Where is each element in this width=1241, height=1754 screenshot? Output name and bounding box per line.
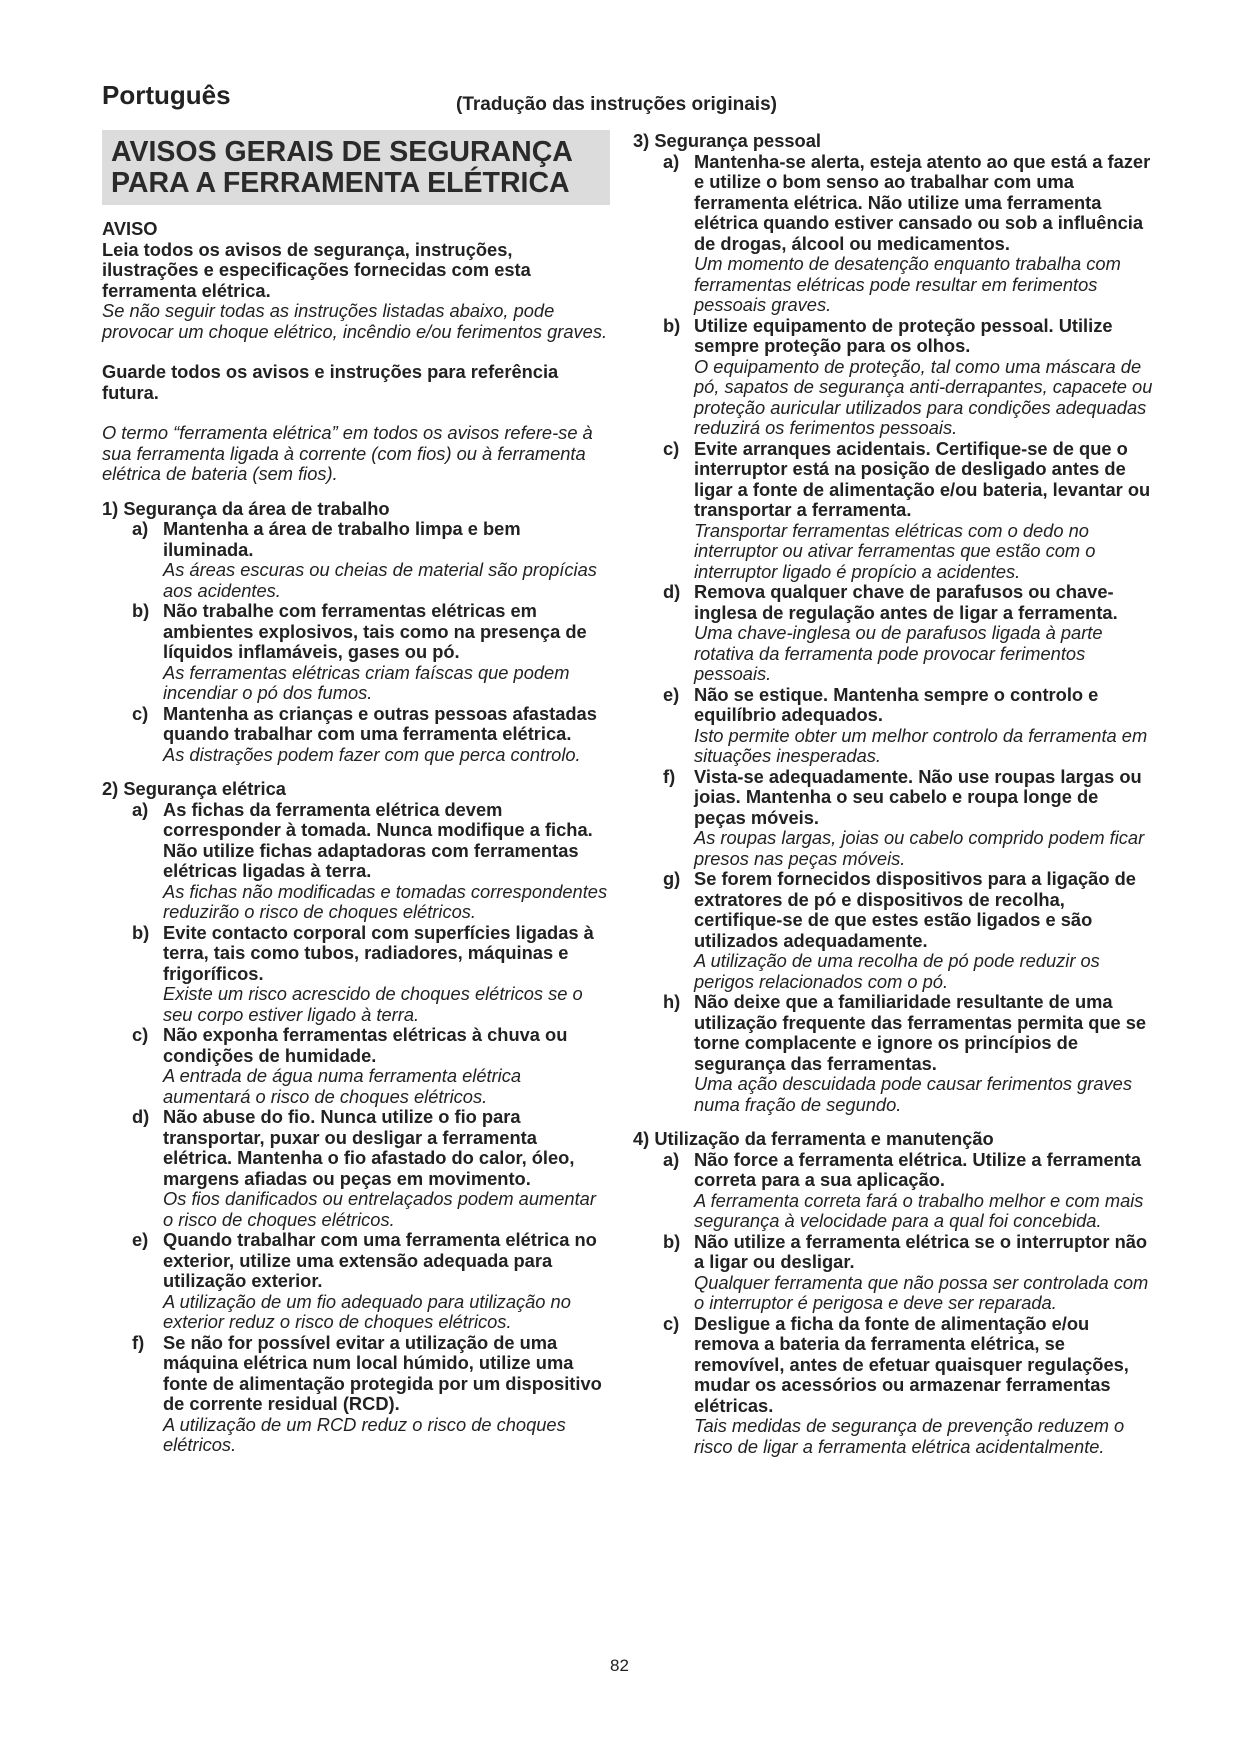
item-note: As fichas não modificadas e tomadas correspondentes reduzirão o risco de choques elétricos. (163, 880, 608, 922)
item-label: d) (663, 581, 681, 602)
item-note: Uma chave-inglesa ou de parafusos ligada à parte rotativa da ferramenta pode provocar ferimentos pessoais. (694, 622, 1103, 684)
section-work-area (102, 499, 610, 766)
item-label: b) (132, 921, 150, 943)
item-note: Qualquer ferramenta que não possa ser controlada com o interruptor é perigosa e deve ser reparada. (694, 1271, 1149, 1313)
list-item (102, 800, 610, 923)
item-note: A utilização de um fio adequado para utilização no exterior reduz o risco de choques elétricos. (163, 1290, 571, 1332)
item-label: a) (663, 1148, 680, 1170)
item-note: As distrações podem fazer com que perca controlo. (163, 743, 581, 765)
page-number: 82 (610, 1656, 629, 1675)
item-instruction: Mantenha-se alerta, esteja atento ao que está a fazer e utilize o bom senso ao trabalhar com uma ferramenta elétrica. Não utilize uma ferramenta elétrica quando estiver cansado ou sob a influência de drogas, álcool ou medicamentos. (694, 150, 1151, 254)
item-instruction: Não deixe que a familiaridade resultante de uma utilização frequente das ferramentas permita que se torne complacente e ignore os princípios de segurança das ferramentas. (694, 991, 1147, 1074)
item-instruction: Evite arranques acidentais. Certifique-se de que o interruptor está na posição de desligado antes de ligar a fonte de alimentação e/ou bateria, levantar ou transportar a ferramenta. (694, 437, 1151, 520)
item-instruction: Remova qualquer chave de parafusos ou chave-inglesa de regulação antes de ligar a ferramenta. (694, 581, 1118, 623)
title-line-1: AVISOS GERAIS DE SEGURANÇA (111, 136, 573, 168)
item-instruction: Se não for possível evitar a utilização de uma máquina elétrica num local húmido, utilize uma fonte de alimentação protegida por um dispositivo de corrente residual (RCD). (163, 1331, 602, 1414)
item-label: g) (663, 868, 681, 889)
list-item (633, 1232, 1153, 1314)
item-instruction: Não abuse do fio. Nunca utilize o fio para transportar, puxar ou desligar a ferramenta elétrica. Mantenha o fio afastado do calor, óleo, margens afiadas ou peças em movimento. (163, 1106, 575, 1189)
item-instruction: Mantenha a área de trabalho limpa e bem iluminada. (163, 518, 521, 560)
list-item (633, 152, 1153, 316)
item-instruction: Desligue a ficha da fonte de alimentação e/ou remova a bateria da ferramenta elétrica, se removível, antes de efetuar quaisquer regulações, mudar os acessórios ou armazenar ferramentas elétricas. (694, 1312, 1129, 1416)
item-label: f) (132, 1331, 145, 1353)
list-item (102, 601, 610, 704)
section-title: 3) Segurança pessoal (633, 130, 821, 151)
title-line-2: PARA A FERRAMENTA ELÉTRICA (111, 167, 570, 199)
item-instruction: Utilize equipamento de proteção pessoal. Utilize sempre proteção para os olhos. (694, 314, 1113, 356)
item-note: Transportar ferramentas elétricas com o dedo no interruptor ou ativar ferramentas que estão com o interruptor ligado é propício a acidentes. (694, 519, 1096, 582)
warning-label: AVISO (102, 218, 158, 239)
language-heading: Português (102, 80, 231, 110)
item-note: Um momento de desatenção enquanto trabalha com ferramentas elétricas pode resultar em ferimentos pessoais graves. (694, 253, 1121, 315)
list-item (633, 869, 1153, 992)
item-note: A utilização de um RCD reduz o risco de choques elétricos. (163, 1413, 566, 1455)
item-label: e) (663, 683, 680, 705)
item-label: h) (663, 991, 681, 1012)
right-column (633, 131, 1153, 1457)
item-label: e) (132, 1229, 149, 1250)
item-instruction: Quando trabalhar com uma ferramenta elétrica no exterior, utilize uma extensão adequada para utilização exterior. (163, 1229, 597, 1291)
item-note: Tais medidas de segurança de prevenção reduzem o risco de ligar a ferramenta elétrica acidentalmente. (694, 1415, 1125, 1457)
list-item (633, 1314, 1153, 1458)
item-note: Isto permite obter um melhor controlo da ferramenta em situações inesperadas. (694, 724, 1148, 766)
item-label: c) (132, 1024, 149, 1045)
item-note: As ferramentas elétricas criam faíscas que podem incendiar o pó dos fumos. (163, 661, 570, 703)
list-item (633, 1150, 1153, 1232)
item-note: A utilização de uma recolha de pó pode reduzir os perigos relacionados com o pó. (694, 950, 1100, 992)
item-note: Uma ação descuidada pode causar ferimentos graves numa fração de segundo. (694, 1073, 1132, 1115)
item-note: As roupas largas, joias ou cabelo comprido podem ficar presos nas peças móveis. (694, 827, 1145, 869)
item-label: c) (663, 1312, 680, 1334)
item-instruction: Não force a ferramenta elétrica. Utilize a ferramenta correta para a sua aplicação. (694, 1148, 1142, 1190)
list-item (102, 1333, 610, 1456)
item-instruction: Não utilize a ferramenta elétrica se o interruptor não a ligar ou desligar. (694, 1230, 1148, 1272)
item-label: b) (663, 314, 681, 336)
item-instruction: Não se estique. Mantenha sempre o controlo e equilíbrio adequados. (694, 683, 1099, 725)
list-item (102, 1025, 610, 1107)
item-instruction: Se forem fornecidos dispositivos para a ligação de extratores de pó e dispositivos de recolha, certifique-se de que estes estão ligados e são utilizados adequadamente. (694, 868, 1136, 951)
item-instruction: Não trabalhe com ferramentas elétricas em ambientes explosivos, tais como na presença de líquidos inflamáveis, gases ou pó. (163, 600, 587, 662)
item-instruction: Mantenha as crianças e outras pessoas afastadas quando trabalhar com uma ferramenta elétrica. (163, 702, 597, 744)
item-label: f) (663, 765, 676, 787)
item-instruction: Evite contacto corporal com superfícies ligadas à terra, tais como tubos, radiadores, máquinas e frigoríficos. (163, 921, 594, 984)
item-note: O equipamento de proteção, tal como uma máscara de pó, sapatos de segurança anti-derrapantes, capacete ou proteção auricular utilizados para condições adequadas reduzirá os ferimentos pessoais. (694, 355, 1153, 438)
item-instruction: As fichas da ferramenta elétrica devem corresponder à tomada. Nunca modifique a ficha. Não utilize fichas adaptadoras com ferramentas elétricas ligadas à terra. (163, 798, 593, 881)
list-item (633, 316, 1153, 439)
item-label: b) (663, 1230, 681, 1252)
warning-note: Se não seguir todas as instruções listadas abaixo, pode provocar um choque elétrico, incêndio e/ou ferimentos graves. (102, 300, 608, 342)
list-item (633, 685, 1153, 767)
item-label: c) (132, 702, 149, 724)
list-item (102, 1107, 610, 1230)
section-personal (633, 131, 1153, 1115)
warning-text: Leia todos os avisos de segurança, instruções, ilustrações e especificações fornecidas com esta ferramenta elétrica. (102, 238, 531, 301)
item-instruction: Vista-se adequadamente. Não use roupas largas ou joias. Mantenha o seu cabelo e roupa longe de peças móveis. (694, 765, 1142, 828)
title-box (102, 130, 610, 205)
list-item (633, 439, 1153, 583)
section-title: 2) Segurança elétrica (102, 778, 286, 799)
keep-instructions: Guarde todos os avisos e instruções para referência futura. (102, 361, 559, 403)
item-note: Os fios danificados ou entrelaçados podem aumentar o risco de choques elétricos. (163, 1188, 596, 1230)
item-label: a) (132, 518, 149, 539)
item-label: a) (132, 798, 149, 820)
section-electrical (102, 779, 610, 1456)
item-label: d) (132, 1106, 150, 1127)
list-item (633, 767, 1153, 870)
item-instruction: Não exponha ferramentas elétricas à chuva ou condições de humidade. (163, 1024, 568, 1066)
section-title: 1) Segurança da área de trabalho (102, 497, 390, 519)
list-item (102, 519, 610, 601)
item-note: As áreas escuras ou cheias de material são propícias aos acidentes. (163, 559, 597, 601)
list-item (102, 1230, 610, 1333)
item-label: c) (663, 437, 680, 459)
list-item (102, 704, 610, 766)
translation-subtitle: (Tradução das instruções originais) (456, 94, 777, 115)
item-label: b) (132, 600, 150, 621)
item-note: A entrada de água numa ferramenta elétrica aumentará o risco de choques elétricos. (163, 1065, 522, 1107)
list-item (633, 582, 1153, 685)
term-definition: O termo “ferramenta elétrica” em todos os avisos refere-se à sua ferramenta ligada à corrente (com fios) ou à ferramenta elétrica de bateria (sem fios). (102, 422, 593, 484)
section-title: 4) Utilização da ferramenta e manutenção (633, 1128, 994, 1149)
list-item (102, 923, 610, 1026)
item-note: Existe um risco acrescido de choques elétricos se o seu corpo estiver ligado à terra. (163, 983, 583, 1025)
item-label: a) (663, 150, 680, 172)
list-item (633, 992, 1153, 1115)
left-column (102, 130, 610, 1456)
section-tool-use (633, 1129, 1153, 1457)
item-note: A ferramenta correta fará o trabalho melhor e com mais segurança à velocidade para a qual foi concebida. (694, 1189, 1144, 1231)
